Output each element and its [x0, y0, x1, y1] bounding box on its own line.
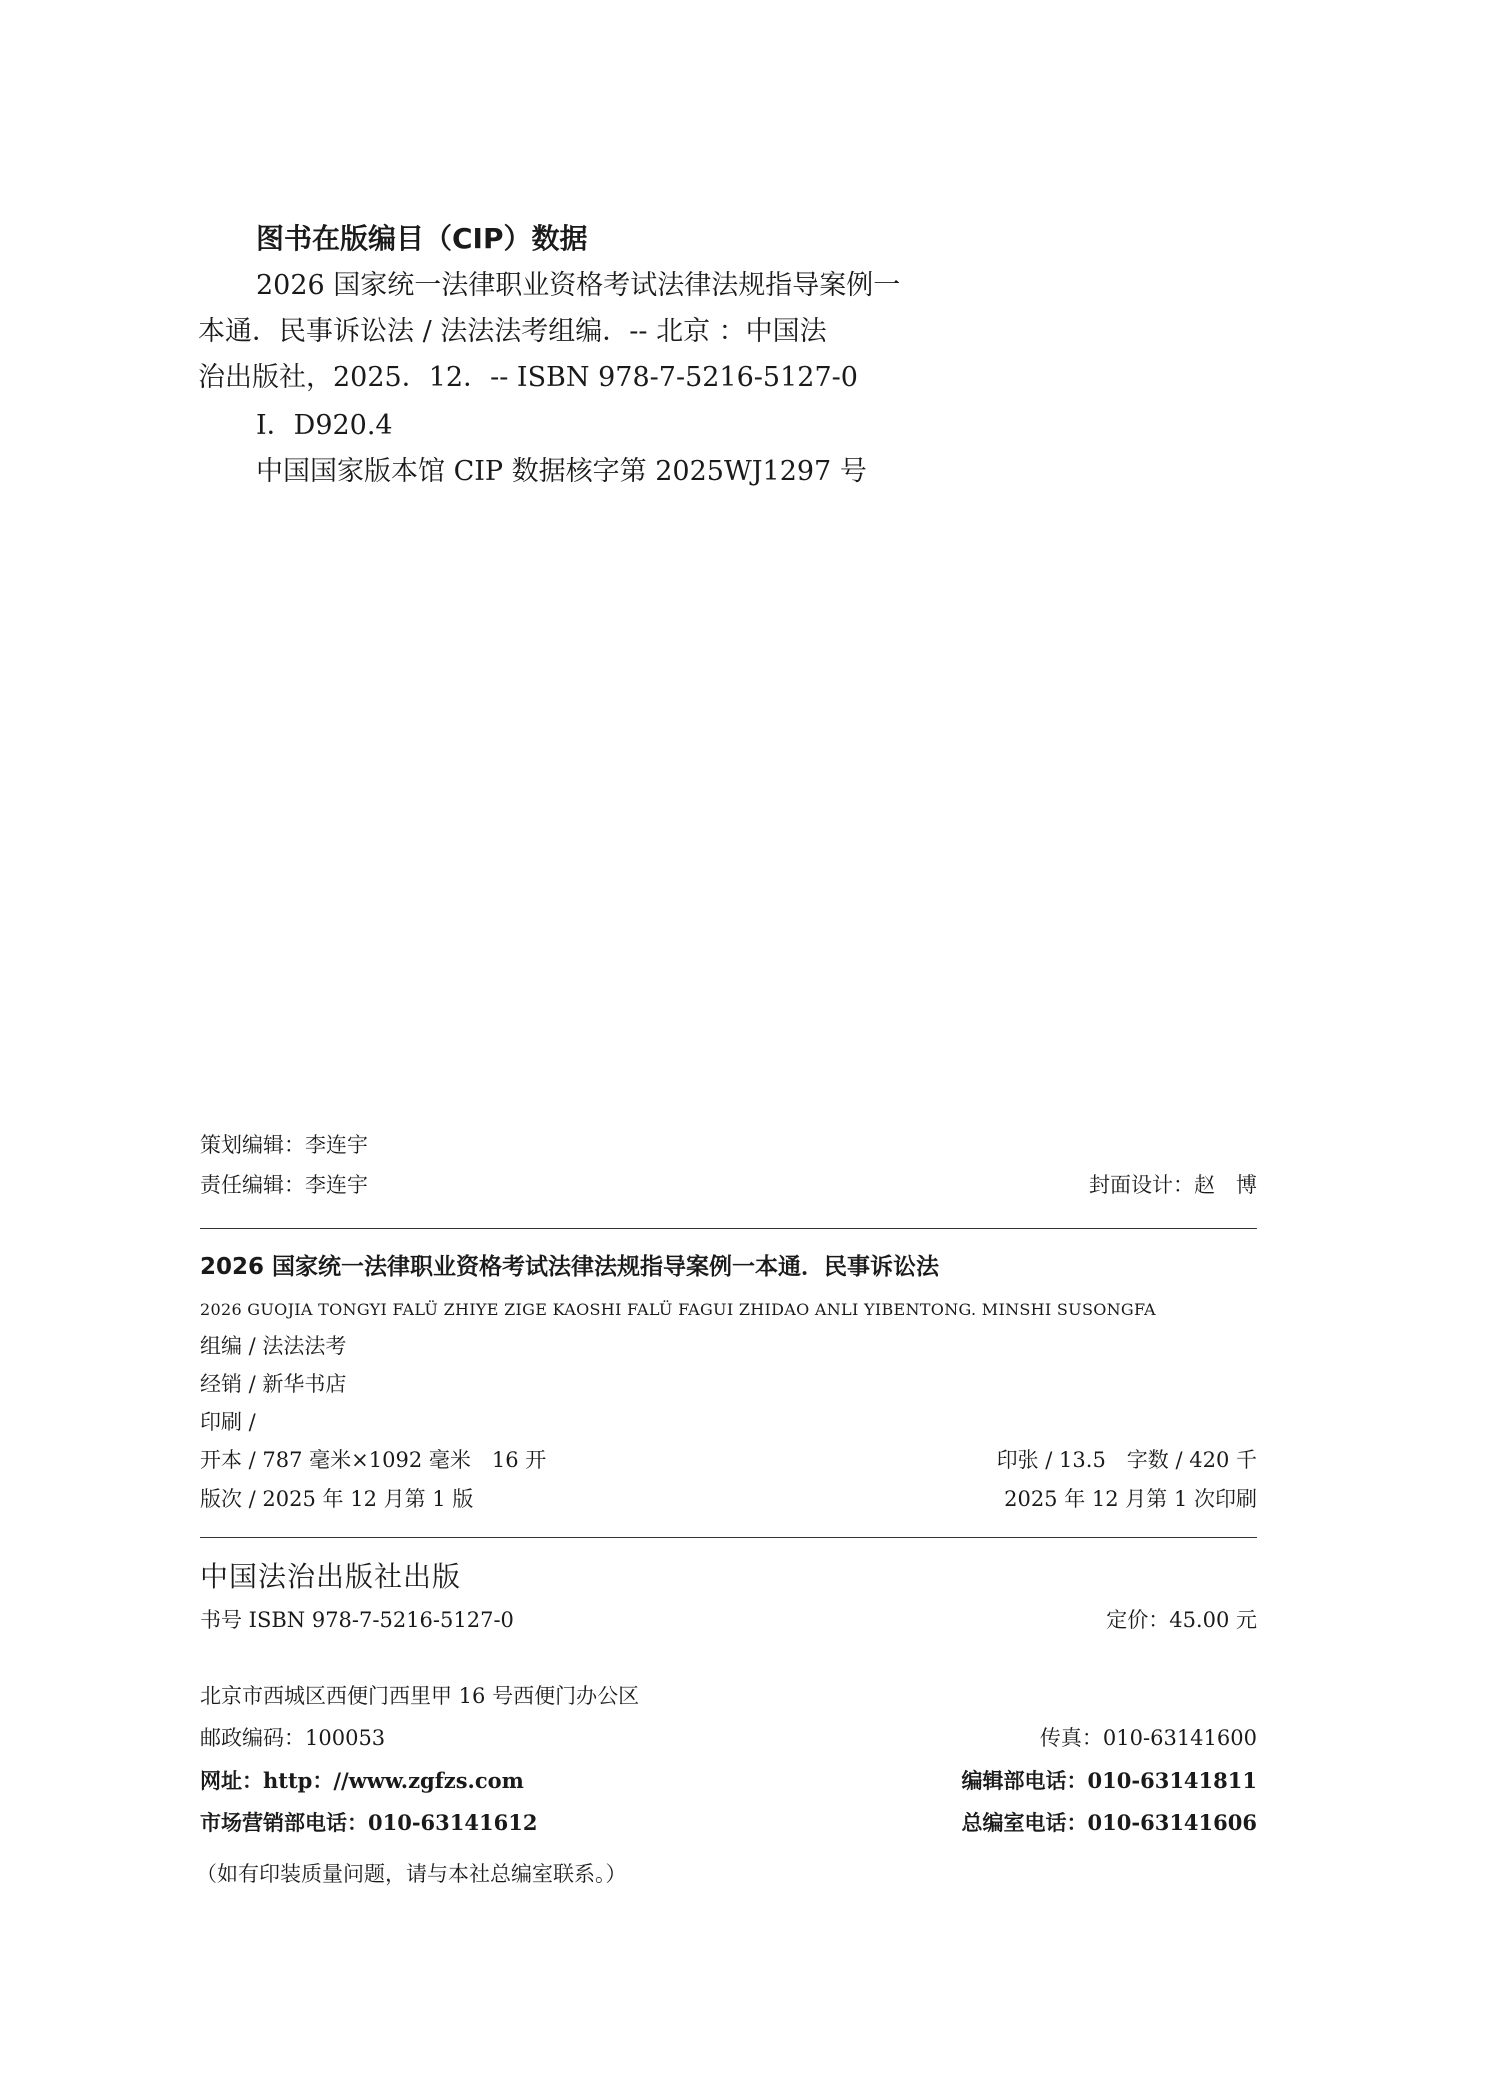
- book-title-cn: 2026 国家统一法律职业资格考试法律法规指导案例一本通．民事诉讼法: [200, 1254, 940, 1280]
- compiler: 组编 / 法法法考: [200, 1334, 347, 1358]
- isbn: 书号 ISBN 978-7-5216-5127-0: [200, 1608, 514, 1632]
- cip-title: 图书在版编目（CIP）数据: [256, 222, 588, 255]
- website: 网址：http：//www.zgfzs.com: [200, 1768, 524, 1793]
- chief-office-phone: 总编室电话：010-63141606: [961, 1810, 1257, 1835]
- distributor: 经销 / 新华书店: [200, 1372, 347, 1396]
- printer: 印刷 /: [200, 1410, 256, 1434]
- address: 北京市西城区西便门西里甲 16 号西便门办公区: [200, 1684, 640, 1708]
- divider-top: [200, 1228, 1257, 1229]
- printing: 2025 年 12 月第 1 次印刷: [1004, 1487, 1257, 1511]
- cip-line-2: 本通．民事诉讼法 / 法法法考组编．-- 北京 ：中国法: [198, 316, 827, 347]
- sheets-words: 印张 / 13.5 字数 / 420 千: [996, 1448, 1257, 1472]
- divider-bottom: [200, 1537, 1257, 1538]
- edition: 版次 / 2025 年 12 月第 1 版: [200, 1487, 474, 1511]
- format: 开本 / 787 毫米×1092 毫米 16 开: [200, 1448, 547, 1472]
- fax: 传真：010-63141600: [1039, 1726, 1257, 1750]
- postcode: 邮政编码：100053: [200, 1726, 386, 1750]
- responsible-editor: 责任编辑：李连宇: [200, 1173, 368, 1197]
- planning-editor: 策划编辑：李连宇: [200, 1133, 368, 1157]
- price: 定价：45.00 元: [1106, 1608, 1257, 1632]
- marketing-phone: 市场营销部电话：010-63141612: [200, 1810, 538, 1835]
- cip-line-5: 中国国家版本馆 CIP 数据核字第 2025WJ1297 号: [256, 456, 867, 487]
- publisher-name: 中国法治出版社出版: [200, 1560, 462, 1593]
- quality-notice: （如有印装质量问题，请与本社总编室联系。）: [196, 1862, 627, 1886]
- cip-line-4: Ⅰ．D920.4: [256, 410, 393, 441]
- editorial-phone: 编辑部电话：010-63141811: [961, 1768, 1257, 1793]
- cip-line-1: 2026 国家统一法律职业资格考试法律法规指导案例一: [256, 270, 901, 301]
- cip-line-3: 治出版社，2025．12．-- ISBN 978-7-5216-5127-0: [198, 362, 858, 393]
- cover-design: 封面设计：赵 博: [1089, 1173, 1257, 1197]
- book-title-pinyin: 2026 GUOJIA TONGYI FALÜ ZHIYE ZIGE KAOSHI FALÜ FAGUI ZHIDAO ANLI YIBENTONG. MINSHI SUSONGFA: [200, 1300, 1156, 1319]
